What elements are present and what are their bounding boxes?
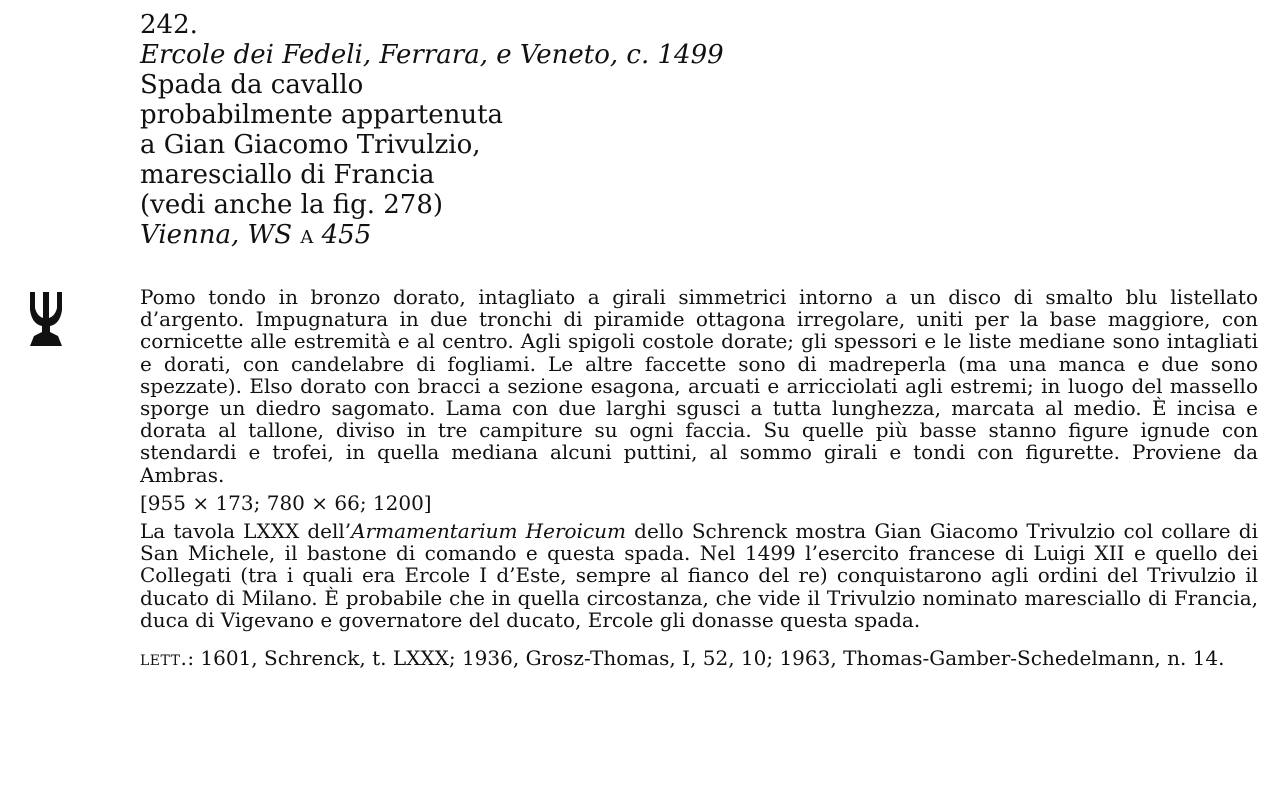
location-suffix: 455 <box>313 220 372 250</box>
entry-title-line: Spada da cavallo <box>140 70 364 100</box>
history-text-before: La tavola LXXX dell’ <box>140 519 352 544</box>
literature-text: : 1601, Schrenck, t. LXXX; 1936, Grosz-Thomas, I, 52, 10; 1963, Thomas-Gamber-Schedelmann, n. 14. <box>187 646 1225 671</box>
location-code: a <box>300 220 314 250</box>
dimensions-line: [955 × 173; 780 × 66; 1200] <box>140 490 432 515</box>
catalogue-entry-header <box>140 10 724 250</box>
entry-number: 242. <box>140 10 198 40</box>
history-work-title: Armamentarium Heroicum <box>351 519 626 544</box>
entry-body <box>140 286 1258 669</box>
entry-location <box>140 220 724 250</box>
location-prefix: Vienna, WS <box>140 220 301 250</box>
literature-label: lett. <box>140 646 188 671</box>
history-paragraph <box>140 520 1258 631</box>
literature-paragraph <box>140 647 1258 669</box>
entry-title-line: a Gian Giacomo Trivulzio, <box>140 130 481 160</box>
maker-mark-icon <box>28 288 64 350</box>
entry-title-line: (vedi anche la fig. 278) <box>140 190 444 220</box>
entry-title-line: maresciallo di Francia <box>140 160 435 190</box>
description-paragraph: Pomo tondo in bronzo dorato, intagliato a girali simmetrici intorno a un disco di smalto blu listellato d’argento. Impugnatura in due tronchi di piramide ottagona irregolare, uniti per la base maggiore, con cornicette alle estremità e al centro. Agli spigoli costole dorate; gli spessori e le liste mediane sono intagliati e dorati, con candelabre di fogliami. Le altre faccette sono di madreperla (ma una manca e due sono spezzate). Elso dorato con bracci a sezione esagona, arcuati e arricciolati agli estremi; in luogo del massello sporge un diedro sagomato. Lama con due larghi sgusci a tutta lunghezza, marcata al medio. È incisa e dorata al tallone, diviso in tre campiture su ogni faccia. Su quelle più basse stanno figure ignude con stendardi e trofei, in quella mediana alcuni puttini, al sommo girali e tondi con figurette. Proviene da Ambras. <box>140 285 1258 487</box>
entry-maker: Ercole dei Fedeli, Ferrara, e Veneto, c. 1499 <box>140 40 724 70</box>
entry-title-line: probabilmente appartenuta <box>140 100 504 130</box>
history-text-after: dello Schrenck mostra Gian Giacomo Trivulzio col collare di San Michele, il bastone di comando e questa spada. Nel 1499 l’esercito francese di Luigi XII e quello dei Collegati (tra i quali era Ercole I d’Este, sempre al fianco del re) conquistarono agli ordini del Trivulzio il ducato di Milano. È probabile che in quella circostanza, che vide il Trivulzio nominato maresciallo di Francia, duca di Vigevano e governatore del ducato, Ercole gli donasse questa spada. <box>140 519 1259 632</box>
